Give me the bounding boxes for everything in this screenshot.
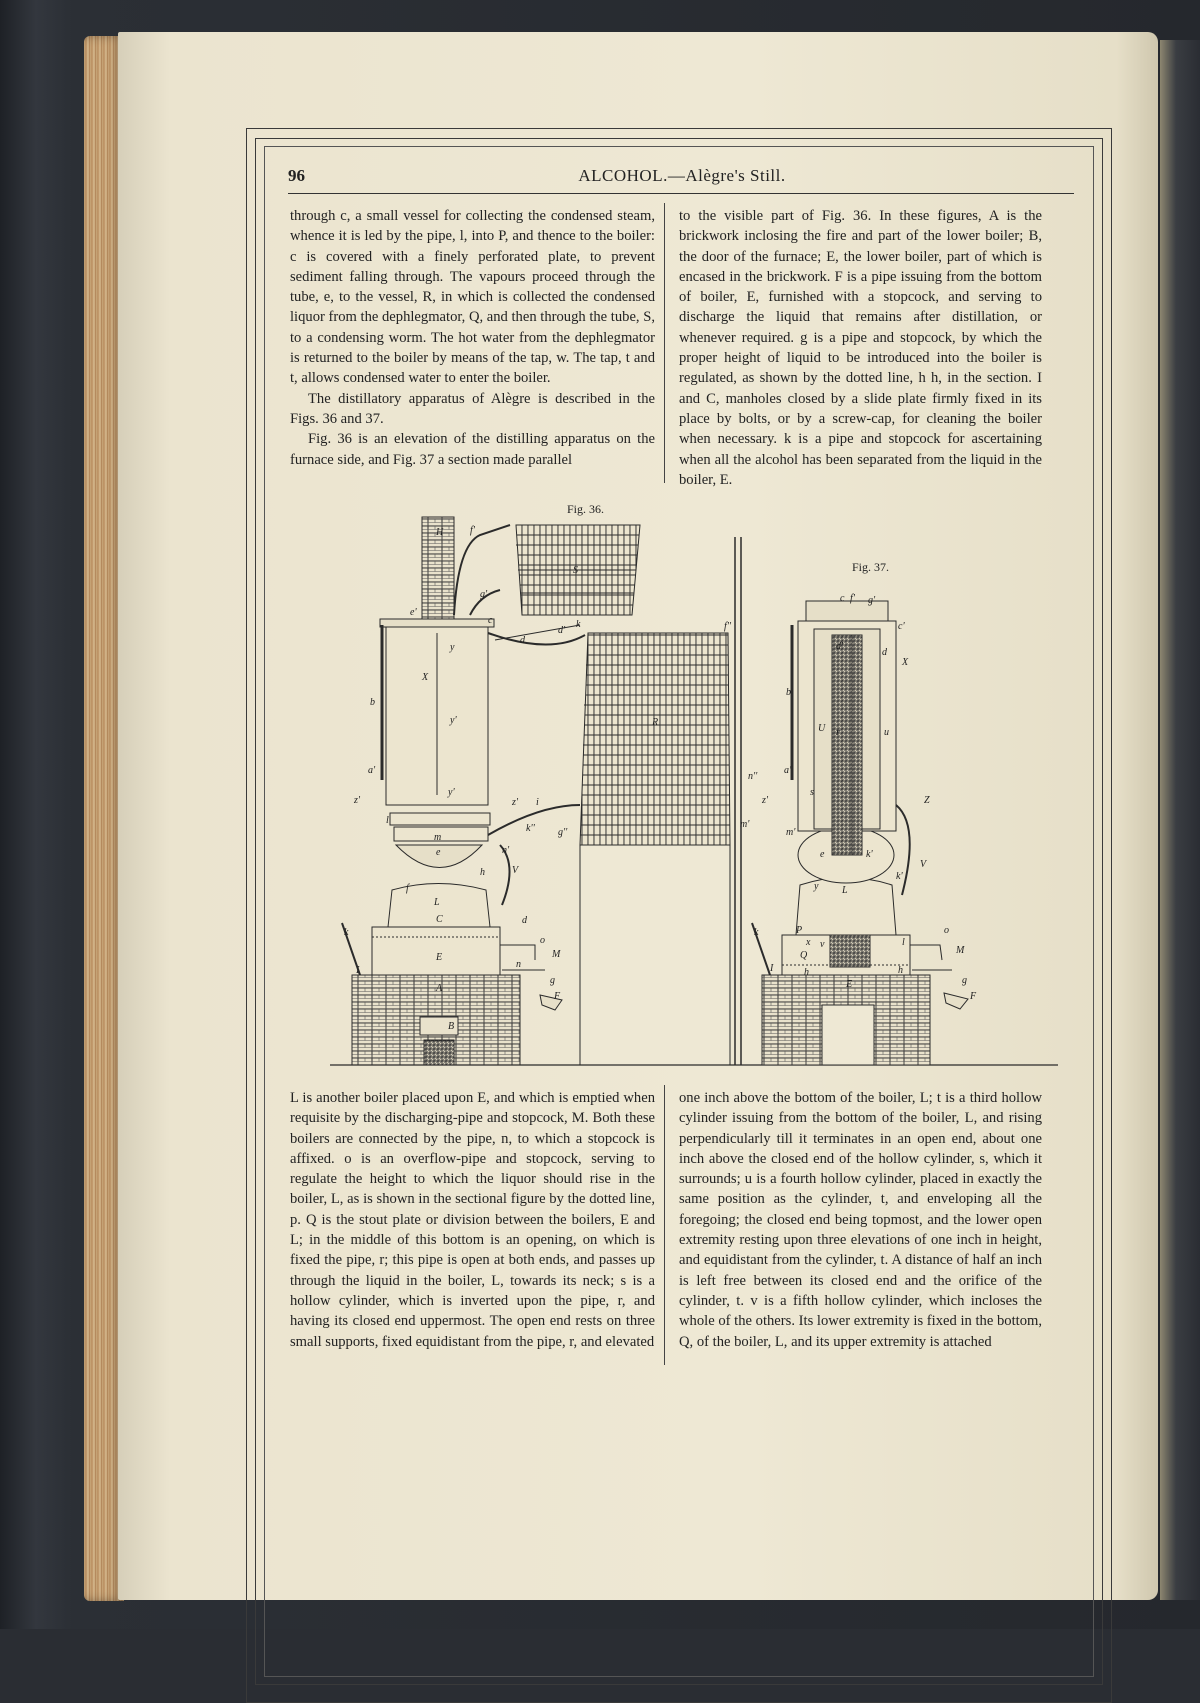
- label: B: [448, 1021, 455, 1032]
- label: M: [956, 945, 965, 956]
- label: Q: [800, 950, 808, 961]
- column-divider-top: [664, 203, 665, 483]
- label: h: [898, 965, 903, 976]
- label: s: [810, 787, 814, 798]
- label: E: [436, 952, 443, 963]
- paragraph: one inch above the bottom of the boiler, L; t is a third hollow cylinder issuing from the bottom of the boiler, L, and rising perpendicularly till it terminates in an open end, about one inch above the closed end of the hollow cylinder, s, which it surrounds; u is a fourth hollow cylinder, placed in exactly the same position as the cylinder, t, and enveloping all the foregoing; the closed end being topmost, and the lower open extremity resting upon three elevations of one inch in height, and equidistant from the cylinder, t. A distance of half an inch is left free between its closed end and the orifice of the cylinder, t. v is a fifth hollow cylinder, which incloses the whole of the others. Its lower extremity is fixed in the bottom, Q, of the boiler, L, and its upper extremity is attached: [679, 1090, 1042, 1350]
- label: V: [512, 865, 519, 876]
- label: P: [796, 925, 803, 936]
- paragraph: to the visible part of Fig. 36. In these figures, A is the brickwork inclosing the fire and part of the lower boiler; B, the door of the furnace; E, the lower boiler, part of which is encased in the brickwork. F is a pipe issuing from the bottom of boiler, E, furnished with a stopcock, and serving to discharge the liquid that remains after distillation, or whenever required. g is a pipe and stopcock, by which the proper height of liquid to be introduced into the boiler is regulated, as shown by the dotted line, h h, in the section. I and C, manholes closed by a slide plate firmly fixed in its place by bolts, or by a screw-cap, for cleaning the boiler when necessary. k is a pipe and stopcock for ascertaining when all the alcohol has been separated from the liquid in the boiler, E.: [679, 208, 1042, 488]
- label: C: [436, 914, 443, 925]
- label: g: [962, 975, 967, 986]
- label: i: [536, 797, 539, 808]
- label: L: [842, 885, 848, 896]
- label: z': [512, 797, 519, 808]
- label: I: [356, 965, 360, 976]
- label: k': [896, 871, 903, 882]
- label: e': [410, 607, 417, 618]
- label: k: [754, 927, 759, 938]
- label: f: [406, 883, 409, 894]
- label: H: [436, 527, 444, 538]
- paragraph: The distillatory apparatus of Alègre is described in the Figs. 36 and 37.: [290, 390, 655, 427]
- label: y': [448, 787, 455, 798]
- label: h: [480, 867, 485, 878]
- label: l: [386, 815, 389, 826]
- label: d': [558, 625, 566, 636]
- label: A: [436, 983, 443, 994]
- paragraph: Fig. 36 is an elevation of the distilling apparatus on the furnace side, and Fig. 37 a section made parallel: [290, 431, 655, 468]
- label: b: [370, 697, 375, 708]
- label: n: [516, 959, 521, 970]
- label: o: [944, 925, 949, 936]
- figure-37-caption: Fig. 37.: [852, 560, 890, 574]
- label: c': [898, 621, 905, 632]
- label: u: [884, 727, 889, 738]
- label: m': [740, 819, 750, 830]
- text-column-bottom-left: [290, 1088, 655, 1352]
- label: f': [470, 525, 475, 536]
- label: F: [970, 991, 977, 1002]
- figure-37-drawing: [752, 601, 968, 1065]
- next-page-edge: [1160, 40, 1200, 1600]
- label: S: [573, 565, 578, 576]
- label: f'': [724, 621, 732, 632]
- label: k'': [526, 823, 535, 834]
- figure-36-caption: Fig. 36.: [567, 502, 605, 516]
- label: l: [902, 937, 905, 948]
- label: g': [480, 589, 488, 600]
- paragraph: through c, a small vessel for collecting the condensed steam, whence it is led by the pipe, l, into P, and thence to the boiler: c is covered with a finely perforated plate, to prevent sediment falling through. The vapours proceed through the tube, e, to the vessel, R, in which is collected the condensed liquor from the dephlegmator, Q, and then through the tube, S, to a condensing worm. The hot water from the dephlegmator is returned to the boiler by means of the tap, w. The tap, t and t, allows condensed water to enter the boiler.: [290, 208, 655, 387]
- label: h: [804, 967, 809, 978]
- label: n': [502, 845, 510, 856]
- label: y: [814, 881, 819, 892]
- header-rule: [288, 193, 1074, 194]
- label: d: [882, 647, 887, 658]
- label: z': [354, 795, 361, 806]
- column-divider-bottom: [664, 1085, 665, 1365]
- label: c: [840, 593, 845, 604]
- label: E: [846, 979, 853, 990]
- label: m': [786, 827, 796, 838]
- text-column-bottom-right: [679, 1088, 1042, 1352]
- label: M: [552, 949, 561, 960]
- label: m: [434, 832, 442, 843]
- page-number: 96: [288, 166, 305, 185]
- label: I: [770, 963, 774, 974]
- label: n'': [748, 771, 758, 782]
- label: k: [344, 927, 349, 938]
- text-column-top-left: [290, 206, 655, 470]
- running-head: ALCOHOL.—Alègre's Still.: [578, 166, 786, 185]
- label: R: [652, 717, 659, 728]
- label: d': [836, 641, 844, 652]
- label: b: [786, 687, 791, 698]
- label: e: [436, 847, 441, 858]
- text-column-top-right: [679, 206, 1042, 490]
- label: z': [762, 795, 769, 806]
- label: y: [450, 642, 455, 653]
- label: k: [576, 619, 581, 630]
- paragraph: L is another boiler placed upon E, and which is emptied when requisite by the discharging-pipe and stopcock, M. Both these boilers are connected by the pipe, n, to which a stopcock is affixed. o is an overflow-pipe and stopcock, serving to regulate the height to which the liquor should rise in the boiler, L, as is shown in the sectional figure by the dotted line, p. Q is the stout plate or division between the boilers, E and L; in the middle of this bottom is an opening, on which is fixed the pipe, r; this pipe is open at both ends, and passes up through the liquid in the boiler, L, towards its neck; s is a hollow cylinder, which is inverted upon the pipe, r, and having its closed end uppermost. The open end rests on three small supports, fixed equidistant from the pipe, r, and elevated: [290, 1090, 655, 1350]
- label: X: [902, 657, 909, 668]
- page-header: [288, 166, 1076, 192]
- label: L: [434, 897, 440, 908]
- label: g'': [558, 827, 568, 838]
- label: a': [368, 765, 376, 776]
- label: Z: [924, 795, 930, 806]
- label: o: [540, 935, 545, 946]
- label: c: [488, 615, 493, 626]
- label: F: [554, 991, 561, 1002]
- label: y': [450, 715, 457, 726]
- label: d: [522, 915, 527, 926]
- label: x: [806, 937, 811, 948]
- label: k': [866, 849, 873, 860]
- label: v: [820, 939, 825, 950]
- label: f': [850, 593, 855, 604]
- label: d: [520, 635, 525, 646]
- label: e: [820, 849, 825, 860]
- label: X: [422, 672, 429, 683]
- label: a': [784, 765, 792, 776]
- label: U: [818, 723, 826, 734]
- label: V: [920, 859, 927, 870]
- engraved-figures: [330, 505, 1058, 1080]
- label: g: [550, 975, 555, 986]
- label: r: [836, 727, 840, 738]
- label: g': [868, 595, 876, 606]
